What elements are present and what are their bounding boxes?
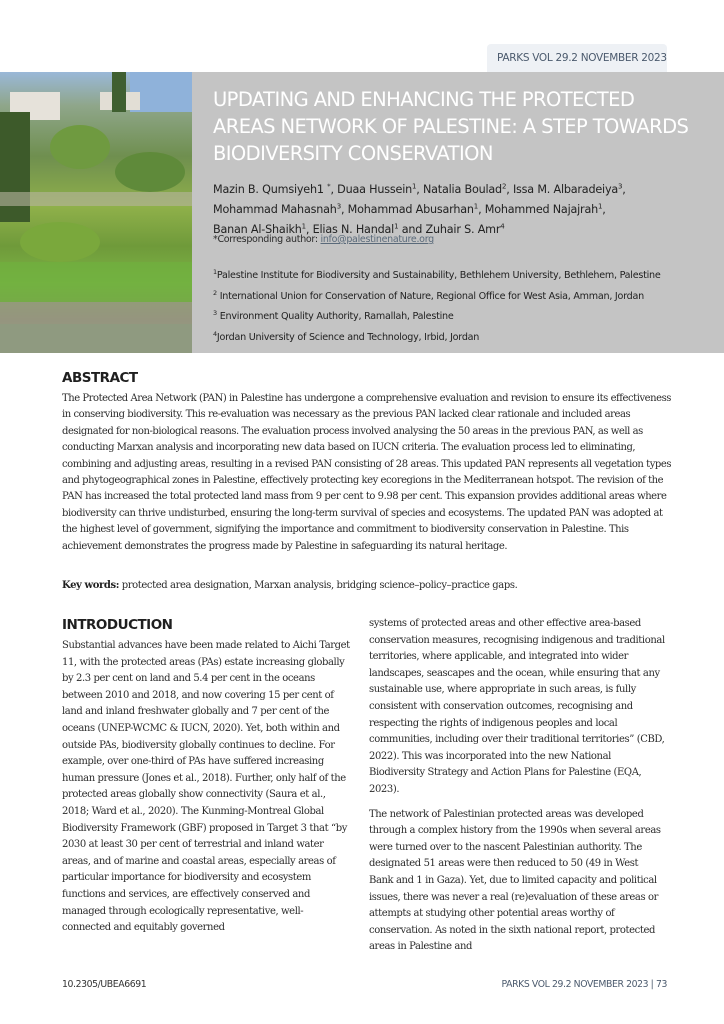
- article-title: [213, 86, 713, 167]
- tree: [115, 152, 185, 192]
- corresponding-email-link[interactable]: info@palestinenature.org: [320, 234, 434, 245]
- paragraph: Substantial advances have been made related to Aichi Target 11, with the protected areas (PAs) estate increasing globally by 2.3 per cent on land and 5.4 per cent in the oceans between 2010 and 2018, and now covering 15 per cent of land and inland freshwater globally and 7 per cent of the oceans (UNEP-WCMC & IUCN, 2020). Yet, both within and outside PAs, biodiversity globally continues to decline. For example, over one-third of PAs have suffered increasing human pressure (Jones et al., 2018). Further, only half of the protected areas globally show connectivity (Saura et al., 2018; Ward et al., 2020). The Kunming-Montreal Global Biodiversity Framework (GBF) proposed in Target 3 that “by 2030 at least 30 per cent of terrestrial and inland water areas, and of marine and coastal areas, especially areas of particular importance for biodiversity and ecosystem functions and services, are effectively conserved and managed through ecologically representative, well-connected and equitably governed: [62, 640, 350, 934]
- author-list: [213, 178, 718, 239]
- title-line: BIODIVERSITY CONSERVATION: [213, 142, 493, 165]
- intro-left-column: [62, 638, 352, 945]
- author: Duaa Hussein$^1$,: [337, 182, 423, 196]
- author: Mohammed Najajrah$^1$,: [484, 202, 606, 216]
- abstract-text: The Protected Area Network (PAN) in Palestine has undergone a comprehensive evaluation and revision to ensure its effectiveness in conserving biodiversity. This re-evaluation was necessary as the previous PAN lacked clear rationale and included areas designated for non-biological reasons. The evaluation process involved analysing the 50 areas in the previous PAN, as well as conducting Marxan analysis and incorporating new data based on IUCN criteria. The evaluation process led to eliminating, combining and adjusting areas, resulting in a revised PAN consisting of 28 areas. This updated PAN represents all vegetation types and phytogeographical zones in Palestine, effectively protecting key ecoregions in the Mediterranean hotspot. The revision of the PAN has increased the total protected land mass from 9 per cent to 9.98 per cent. This expansion provides additional areas where biodiversity can thrive undisturbed, ensuring the long-term survival of species and ecosystems. The updated PAN was adopted at the highest level of government, signifying the importance and commitment to biodiversity conservation in Palestine. This achievement demonstrates the progress made by Palestine in safeguarding its natural heritage.: [62, 393, 672, 552]
- corresponding-label: *Corresponding author:: [213, 234, 321, 245]
- affiliation: $^4$Jordan University of Science and Technology, Irbid, Jordan: [213, 329, 480, 343]
- author: Zuhair S. Amr$^4$: [425, 222, 505, 237]
- cypress-tree: [112, 72, 126, 112]
- author: Banan Al-Shaikh$^1$,: [213, 222, 313, 237]
- journal-page-number: PARKS VOL 29.2 NOVEMBER 2023 | 73: [501, 979, 667, 990]
- terrace-wall: [0, 192, 192, 206]
- grass: [0, 262, 192, 302]
- author: Mazin B. Qumsiyeh1 *,: [213, 182, 338, 196]
- landscape-illustration: [0, 72, 192, 353]
- journal-issue-badge: PARKS VOL 29.2 NOVEMBER 2023: [487, 44, 667, 72]
- hillside-photo: [0, 72, 192, 353]
- paragraph: The network of Palestinian protected areas was developed through a complex history from the 1990s when several areas were turned over to the nascent Palestinian authority. The designated 51 areas were then reduced to 50 (49 in West Bank and 1 in Gaza). Yet, due to limited capacity and political issues, there was never a real (re)evaluation of these areas or attempts at studying other potential areas worthy of conservation. As noted in the sixth national report, protected areas in Palestine and: [369, 808, 661, 953]
- shrub: [20, 222, 100, 262]
- introduction-heading: INTRODUCTION: [62, 617, 173, 633]
- abstract-heading: ABSTRACT: [62, 370, 138, 386]
- author: Mohammad Abusarhan$^1$,: [347, 202, 485, 216]
- doi: 10.2305/UBEA6691: [62, 979, 147, 990]
- corresponding-author: [213, 234, 434, 245]
- tree: [50, 125, 110, 169]
- article-header-panel: [0, 72, 724, 353]
- affiliation: $^3$ Environment Quality Authority, Ramallah, Palestine: [213, 309, 454, 323]
- rock-wall: [0, 302, 192, 324]
- author: Natalia Boulad$^2$,: [422, 182, 513, 196]
- keywords-label: Key words:: [62, 580, 119, 591]
- author: Issa M. Albaradeiya$^3$,: [512, 182, 626, 196]
- keywords: [62, 580, 677, 591]
- affiliation: $^2$ International Union for Conservation of Nature, Regional Office for West Asia, Amman, Jordan: [213, 288, 644, 302]
- author: Elias N. Handal$^1$ and: [312, 222, 426, 237]
- keywords-list: protected area designation, Marxan analysis, bridging science–policy–practice gaps.: [119, 580, 518, 591]
- affiliation-list: [213, 264, 718, 346]
- title-line: UPDATING AND ENHANCING THE PROTECTED: [213, 88, 635, 111]
- paragraph: systems of protected areas and other effective area-based conservation measures, recognising indigenous and traditional territories, where applicable, and integrated into wider landscapes, seascapes and the ocean, while ensuring that any sustainable use, where appropriate in such areas, is fully consistent with conservation outcomes, recognising and respecting the rights of indigenous peoples and local communities, including over their traditional territories” (CBD, 2022). This was incorporated into the new National Biodiversity Strategy and Action Plans for Palestine (EQA, 2023).: [369, 618, 665, 795]
- title-line: AREAS NETWORK OF PALESTINE: A STEP TOWARDS: [213, 115, 689, 138]
- foreground: [0, 324, 192, 353]
- author: Mohammad Mahasnah$^3$,: [213, 202, 348, 216]
- intro-right-column: [369, 616, 665, 964]
- affiliation: $^1$Palestine Institute for Biodiversity and Sustainability, Bethlehem University, Bethlehem, Palestine: [213, 268, 661, 282]
